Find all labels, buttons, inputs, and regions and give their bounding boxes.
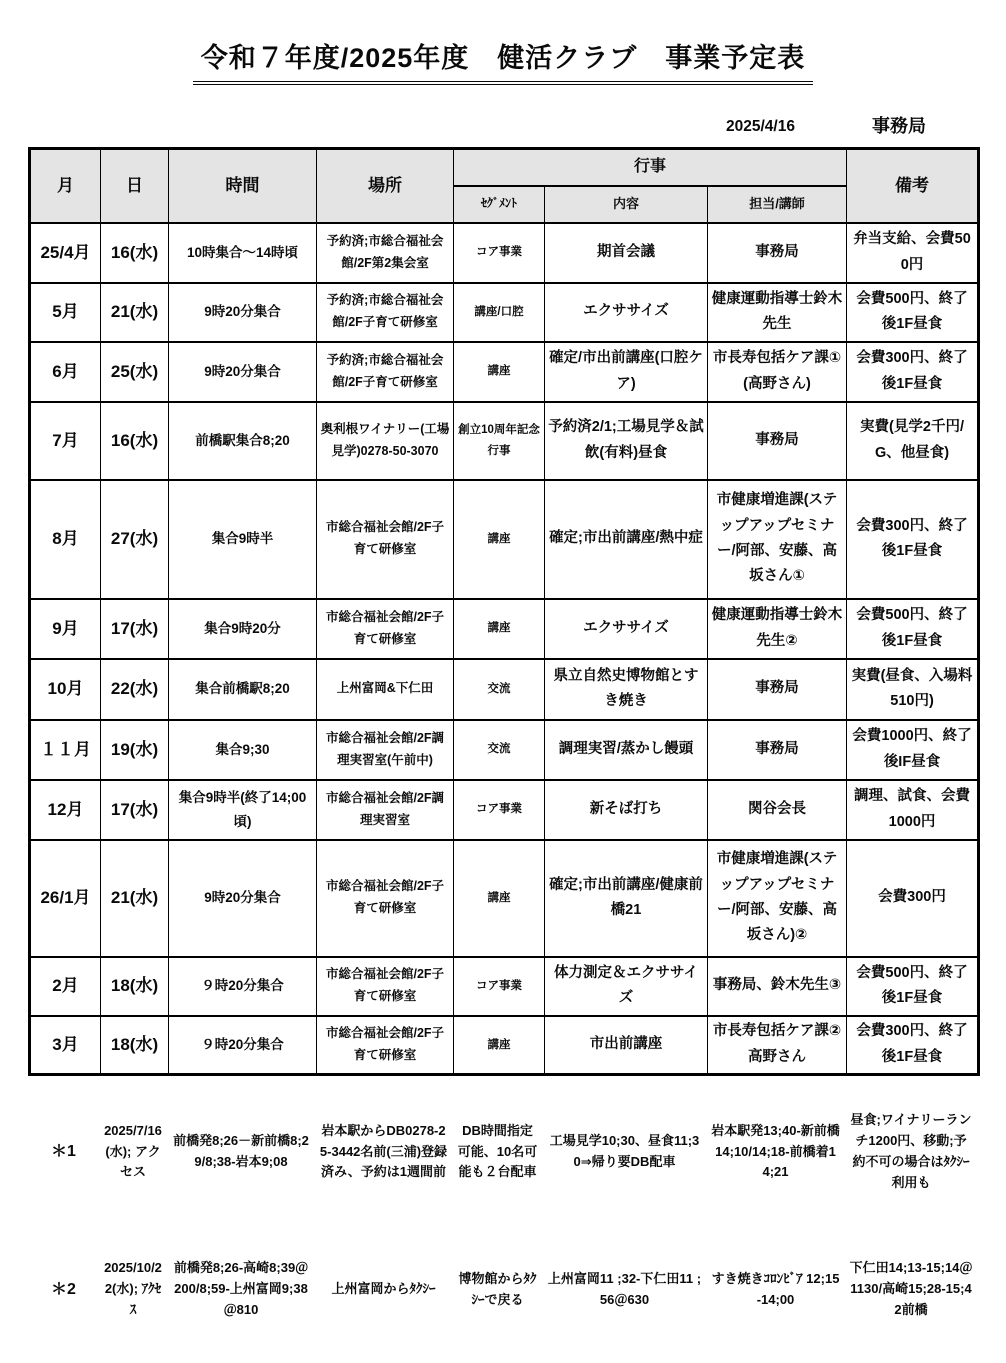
cell-content: 調理実習/蒸かし饅頭	[545, 720, 708, 780]
header-time: 時間	[169, 149, 317, 223]
schedule-row-november	[30, 720, 979, 780]
cell-day: 21(水)	[101, 283, 169, 342]
cell-remarks: 会費300円、終了後1F昼食	[847, 1016, 979, 1075]
cell-remarks: 会費1000円、終了後IF昼食	[847, 720, 979, 780]
note-dispatch-info: DB時間指定可能、10名可能も２台配車	[457, 1122, 538, 1180]
cell-segment: 講座/口腔	[454, 283, 545, 342]
cell-content: 期首会議	[545, 223, 708, 283]
header-row-1	[30, 149, 979, 186]
cell-time: 集合9時半	[169, 480, 317, 599]
schedule-row-january	[30, 840, 979, 957]
cell-content: 県立自然史博物館とすき焼き	[545, 659, 708, 720]
header-month: 月	[30, 149, 101, 223]
schedule-row-october	[30, 659, 979, 720]
cell-segment: コア事業	[454, 223, 545, 283]
header-day: 日	[101, 149, 169, 223]
note-outbound-train: 前橋発8;26-高崎8;39＠200/8;59-上州富岡9;38＠810	[173, 1260, 309, 1317]
cell-staff: 市健康増進課(ステップアップセミナー/阿部、安藤、高坂さん①	[708, 480, 847, 599]
cell-place: 市総合福祉会館/2F子育て研修室	[317, 599, 454, 659]
header-event: 行事	[454, 149, 847, 186]
note-access-date: 2025/10/22(水); ｱｸｾｽ	[104, 1260, 162, 1317]
issue-date: 2025/4/16	[726, 118, 795, 135]
note-visit-plan: 工場見学10;30、昼食11;30⇒帰り要DB配車	[549, 1133, 700, 1169]
header-place: 場所	[317, 149, 454, 223]
note-remarks: 昼食;ワイナリーランチ1200円、移動;予約不可の場合はﾀｸｼｰ利用も	[850, 1112, 972, 1190]
note-mark: ＊2	[51, 1280, 76, 1298]
page-title-text: 令和７年度/2025年度 健活クラブ 事業予定表	[193, 36, 814, 85]
cell-month: 12月	[30, 780, 101, 840]
cell-staff: 市健康増進課(ステップアップセミナー/阿部、安藤、高坂さん)②	[708, 840, 847, 957]
cell-month: 26/1月	[30, 840, 101, 957]
schedule-row-june	[30, 342, 979, 402]
office-label: 事務局	[872, 116, 926, 136]
cell-remarks: 会費300円	[847, 840, 979, 957]
access-notes	[28, 1082, 977, 1357]
cell-staff: 健康運動指導士鈴木先生②	[708, 599, 847, 659]
cell-month: 9月	[30, 599, 101, 659]
cell-day: 27(水)	[101, 480, 169, 599]
cell-month: 5月	[30, 283, 101, 342]
cell-day: 22(水)	[101, 659, 169, 720]
cell-segment: コア事業	[454, 780, 545, 840]
cell-place: 上州富岡&下仁田	[317, 659, 454, 720]
schedule-row-may	[30, 283, 979, 342]
cell-day: 17(水)	[101, 599, 169, 659]
cell-time: 9時20分集合	[169, 283, 317, 342]
cell-remarks: 会費300円、終了後1F昼食	[847, 342, 979, 402]
cell-segment: 講座	[454, 1016, 545, 1075]
cell-content: 新そば打ち	[545, 780, 708, 840]
note-return-train: すき焼きｺﾛﾝﾋﾞｱ 12;15-14;00	[711, 1270, 840, 1307]
header-segment: ｾｸﾞﾒﾝﾄ	[454, 186, 545, 223]
header-remarks: 備考	[847, 149, 979, 223]
cell-month: 8月	[30, 480, 101, 599]
cell-place: 予約済;市総合福祉会館/2F子育て研修室	[317, 342, 454, 402]
note-return-train: 岩本駅発13;40-新前橋14;10/14;18-前橋着14;21	[711, 1122, 840, 1180]
cell-month: 10月	[30, 659, 101, 720]
cell-remarks: 実費(見学2千円/G、他昼食)	[847, 402, 979, 480]
cell-segment: 交流	[454, 720, 545, 780]
cell-content: 確定;市出前講座/熱中症	[545, 480, 708, 599]
cell-staff: 健康運動指導士鈴木先生	[708, 283, 847, 342]
cell-month: 25/4月	[30, 223, 101, 283]
cell-month: １１月	[30, 720, 101, 780]
cell-day: 16(水)	[101, 402, 169, 480]
schedule-row-july	[30, 402, 979, 480]
cell-day: 21(水)	[101, 840, 169, 957]
cell-day: 16(水)	[101, 223, 169, 283]
cell-staff: 市長寿包括ケア課①(高野さん)	[708, 342, 847, 402]
schedule-row-february	[30, 957, 979, 1016]
cell-content: 確定/市出前講座(口腔ケア)	[545, 342, 708, 402]
cell-staff: 事務局、鈴木先生③	[708, 957, 847, 1016]
note-remarks: 下仁田14;13-15;14＠1130/高崎15;28-15;42前橋	[849, 1260, 973, 1317]
cell-place: 市総合福祉会館/2F子育て研修室	[317, 480, 454, 599]
cell-staff: 事務局	[708, 659, 847, 720]
header-content: 内容	[545, 186, 708, 223]
schedule-row-august	[30, 480, 979, 599]
note-visit-plan: 上州富岡11 ;32-下仁田11 ;56＠630	[547, 1270, 702, 1307]
cell-time: 10時集合〜14時頃	[169, 223, 317, 283]
cell-place: 市総合福祉会館/2F調理実習室(午前中)	[317, 720, 454, 780]
cell-day: 19(水)	[101, 720, 169, 780]
cell-time: 集合9時半(終了14;00頃)	[169, 780, 317, 840]
cell-staff: 事務局	[708, 720, 847, 780]
cell-time: 9時20分集合	[169, 342, 317, 402]
cell-segment: 講座	[454, 342, 545, 402]
note-mark: ＊1	[51, 1143, 76, 1161]
cell-month: 7月	[30, 402, 101, 480]
cell-staff: 事務局	[708, 402, 847, 480]
note-row-1	[28, 1082, 977, 1222]
note-row-2	[28, 1222, 977, 1357]
cell-remarks: 調理、試食、会費1000円	[847, 780, 979, 840]
cell-staff: 関谷会長	[708, 780, 847, 840]
schedule-row-december	[30, 780, 979, 840]
cell-day: 25(水)	[101, 342, 169, 402]
note-access-date: 2025/7/16(水); アクセス	[104, 1122, 162, 1180]
schedule-row-september	[30, 599, 979, 659]
cell-place: 奥利根ワイナリー(工場見学)0278-50-3070	[317, 402, 454, 480]
cell-time: 集合9;30	[169, 720, 317, 780]
cell-time: ９時20分集合	[169, 1016, 317, 1075]
cell-content: 予約済2/1;工場見学＆試飲(有料)昼食	[545, 402, 708, 480]
cell-segment: 交流	[454, 659, 545, 720]
note-dispatch-info: 博物館からﾀｸｼｰで戻る	[458, 1270, 537, 1307]
cell-segment: 創立10周年記念行事	[454, 402, 545, 480]
cell-content: エクササイズ	[545, 283, 708, 342]
schedule-row-march	[30, 1016, 979, 1075]
cell-remarks: 会費500円、終了後1F昼食	[847, 957, 979, 1016]
cell-remarks: 弁当支給、会費500円	[847, 223, 979, 283]
cell-place: 市総合福祉会館/2F子育て研修室	[317, 1016, 454, 1075]
cell-remarks: 会費500円、終了後1F昼食	[847, 283, 979, 342]
cell-segment: 講座	[454, 840, 545, 957]
cell-time: ９時20分集合	[169, 957, 317, 1016]
cell-remarks: 会費300円、終了後1F昼食	[847, 480, 979, 599]
cell-segment: 講座	[454, 599, 545, 659]
page-title	[0, 36, 1006, 85]
cell-month: 2月	[30, 957, 101, 1016]
cell-segment: コア事業	[454, 957, 545, 1016]
cell-day: 18(水)	[101, 1016, 169, 1075]
cell-remarks: 実費(昼食、入場料510円)	[847, 659, 979, 720]
schedule-table	[28, 147, 980, 1076]
cell-content: 確定;市出前講座/健康前橋21	[545, 840, 708, 957]
cell-content: 市出前講座	[545, 1016, 708, 1075]
cell-place: 市総合福祉会館/2F子育て研修室	[317, 840, 454, 957]
note-taxi-info: 岩本駅からDB0278-25-3442名前(三浦)登録済み、予約は1週間前	[319, 1122, 448, 1180]
cell-month: 6月	[30, 342, 101, 402]
cell-content: 体力測定＆エクササイズ	[545, 957, 708, 1016]
header-staff: 担当/講師	[708, 186, 847, 223]
cell-place: 予約済;市総合福祉会館/2F子育て研修室	[317, 283, 454, 342]
note-taxi-info: 上州富岡からﾀｸｼｰ	[331, 1281, 436, 1297]
cell-time: 集合9時20分	[169, 599, 317, 659]
cell-place: 市総合福祉会館/2F子育て研修室	[317, 957, 454, 1016]
cell-time: 前橋駅集合8;20	[169, 402, 317, 480]
cell-staff: 市長寿包括ケア課②高野さん	[708, 1016, 847, 1075]
cell-staff: 事務局	[708, 223, 847, 283]
cell-place: 予約済;市総合福祉会館/2F第2集会室	[317, 223, 454, 283]
cell-segment: 講座	[454, 480, 545, 599]
cell-place: 市総合福祉会館/2F調理実習室	[317, 780, 454, 840]
note-outbound-train: 前橋発8;26－新前橋8;29/8;38-岩本9;08	[173, 1133, 309, 1169]
cell-month: 3月	[30, 1016, 101, 1075]
cell-time: 9時20分集合	[169, 840, 317, 957]
cell-remarks: 会費500円、終了後1F昼食	[847, 599, 979, 659]
cell-day: 18(水)	[101, 957, 169, 1016]
cell-day: 17(水)	[101, 780, 169, 840]
cell-time: 集合前橋駅8;20	[169, 659, 317, 720]
cell-content: エクササイズ	[545, 599, 708, 659]
schedule-row-april	[30, 223, 979, 283]
